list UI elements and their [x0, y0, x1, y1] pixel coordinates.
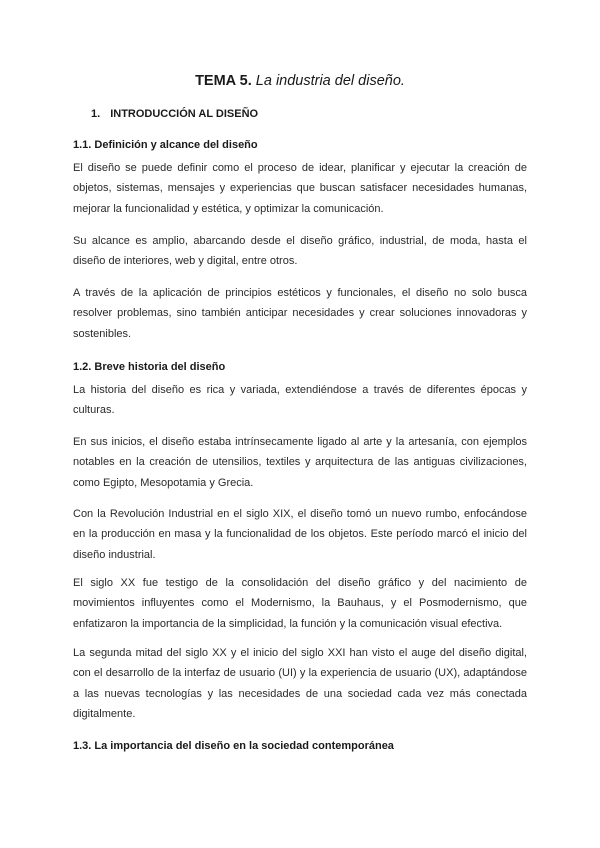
- document-title: [0, 73, 600, 89]
- title-topic-number: TEMA 5.: [195, 73, 252, 89]
- subsection-heading-importance: 1.3. La importancia del diseño en la sociedad contemporánea: [73, 740, 394, 752]
- paragraph: En sus inicios, el diseño estaba intrínsecamente ligado al arte y la artesanía, con ejemplos notables en la creación de utensilios, textiles y arquitectura de las antiguas civilizaciones, como Egipto, Mesopotamia y Grecia.: [73, 436, 527, 489]
- paragraph: Con la Revolución Industrial en el siglo XIX, el diseño tomó un nuevo rumbo, enfocándose en la producción en masa y la funcionalidad de los objetos. Este período marcó el inicio del diseño industrial.: [73, 508, 527, 561]
- paragraph: El diseño se puede definir como el proceso de idear, planificar y ejecutar la creación de objetos, sistemas, mensajes y experiencias que buscan satisfacer necesidades humanas, mejorar la funcionalidad y estética, y optimizar la comunicación.: [73, 162, 527, 215]
- section-number: 1.: [91, 108, 101, 120]
- title-topic-name: La industria del diseño.: [255, 73, 405, 89]
- section-label: INTRODUCCIÓN AL DISEÑO: [110, 108, 259, 120]
- subsection-heading-definition: 1.1. Definición y alcance del diseño: [73, 139, 258, 151]
- section-heading-intro: [91, 108, 258, 120]
- paragraph: La historia del diseño es rica y variada, extendiéndose a través de diferentes épocas y culturas.: [73, 384, 527, 417]
- paragraph: A través de la aplicación de principios estéticos y funcionales, el diseño no solo busca resolver problemas, sino también anticipar necesidades y crear soluciones innovadoras y sostenibles.: [73, 287, 527, 340]
- paragraph: La segunda mitad del siglo XX y el inicio del siglo XXI han visto el auge del diseño digital, con el desarrollo de la interfaz de usuario (UI) y la experiencia de usuario (UX), adaptándose a las nuevas tecnologías y las necesidades de una sociedad cada vez más conectada digitalmente.: [73, 647, 527, 721]
- subsection-heading-history: 1.2. Breve historia del diseño: [73, 361, 226, 373]
- paragraph: El siglo XX fue testigo de la consolidación del diseño gráfico y del nacimiento de movimientos influyentes como el Modernismo, la Bauhaus, y el Posmodernismo, que enfatizaron la importancia de la simplicidad, la función y la comunicación visual efectiva.: [73, 577, 527, 630]
- paragraph: Su alcance es amplio, abarcando desde el diseño gráfico, industrial, de moda, hasta el diseño de interiores, web y digital, entre otros.: [73, 235, 527, 268]
